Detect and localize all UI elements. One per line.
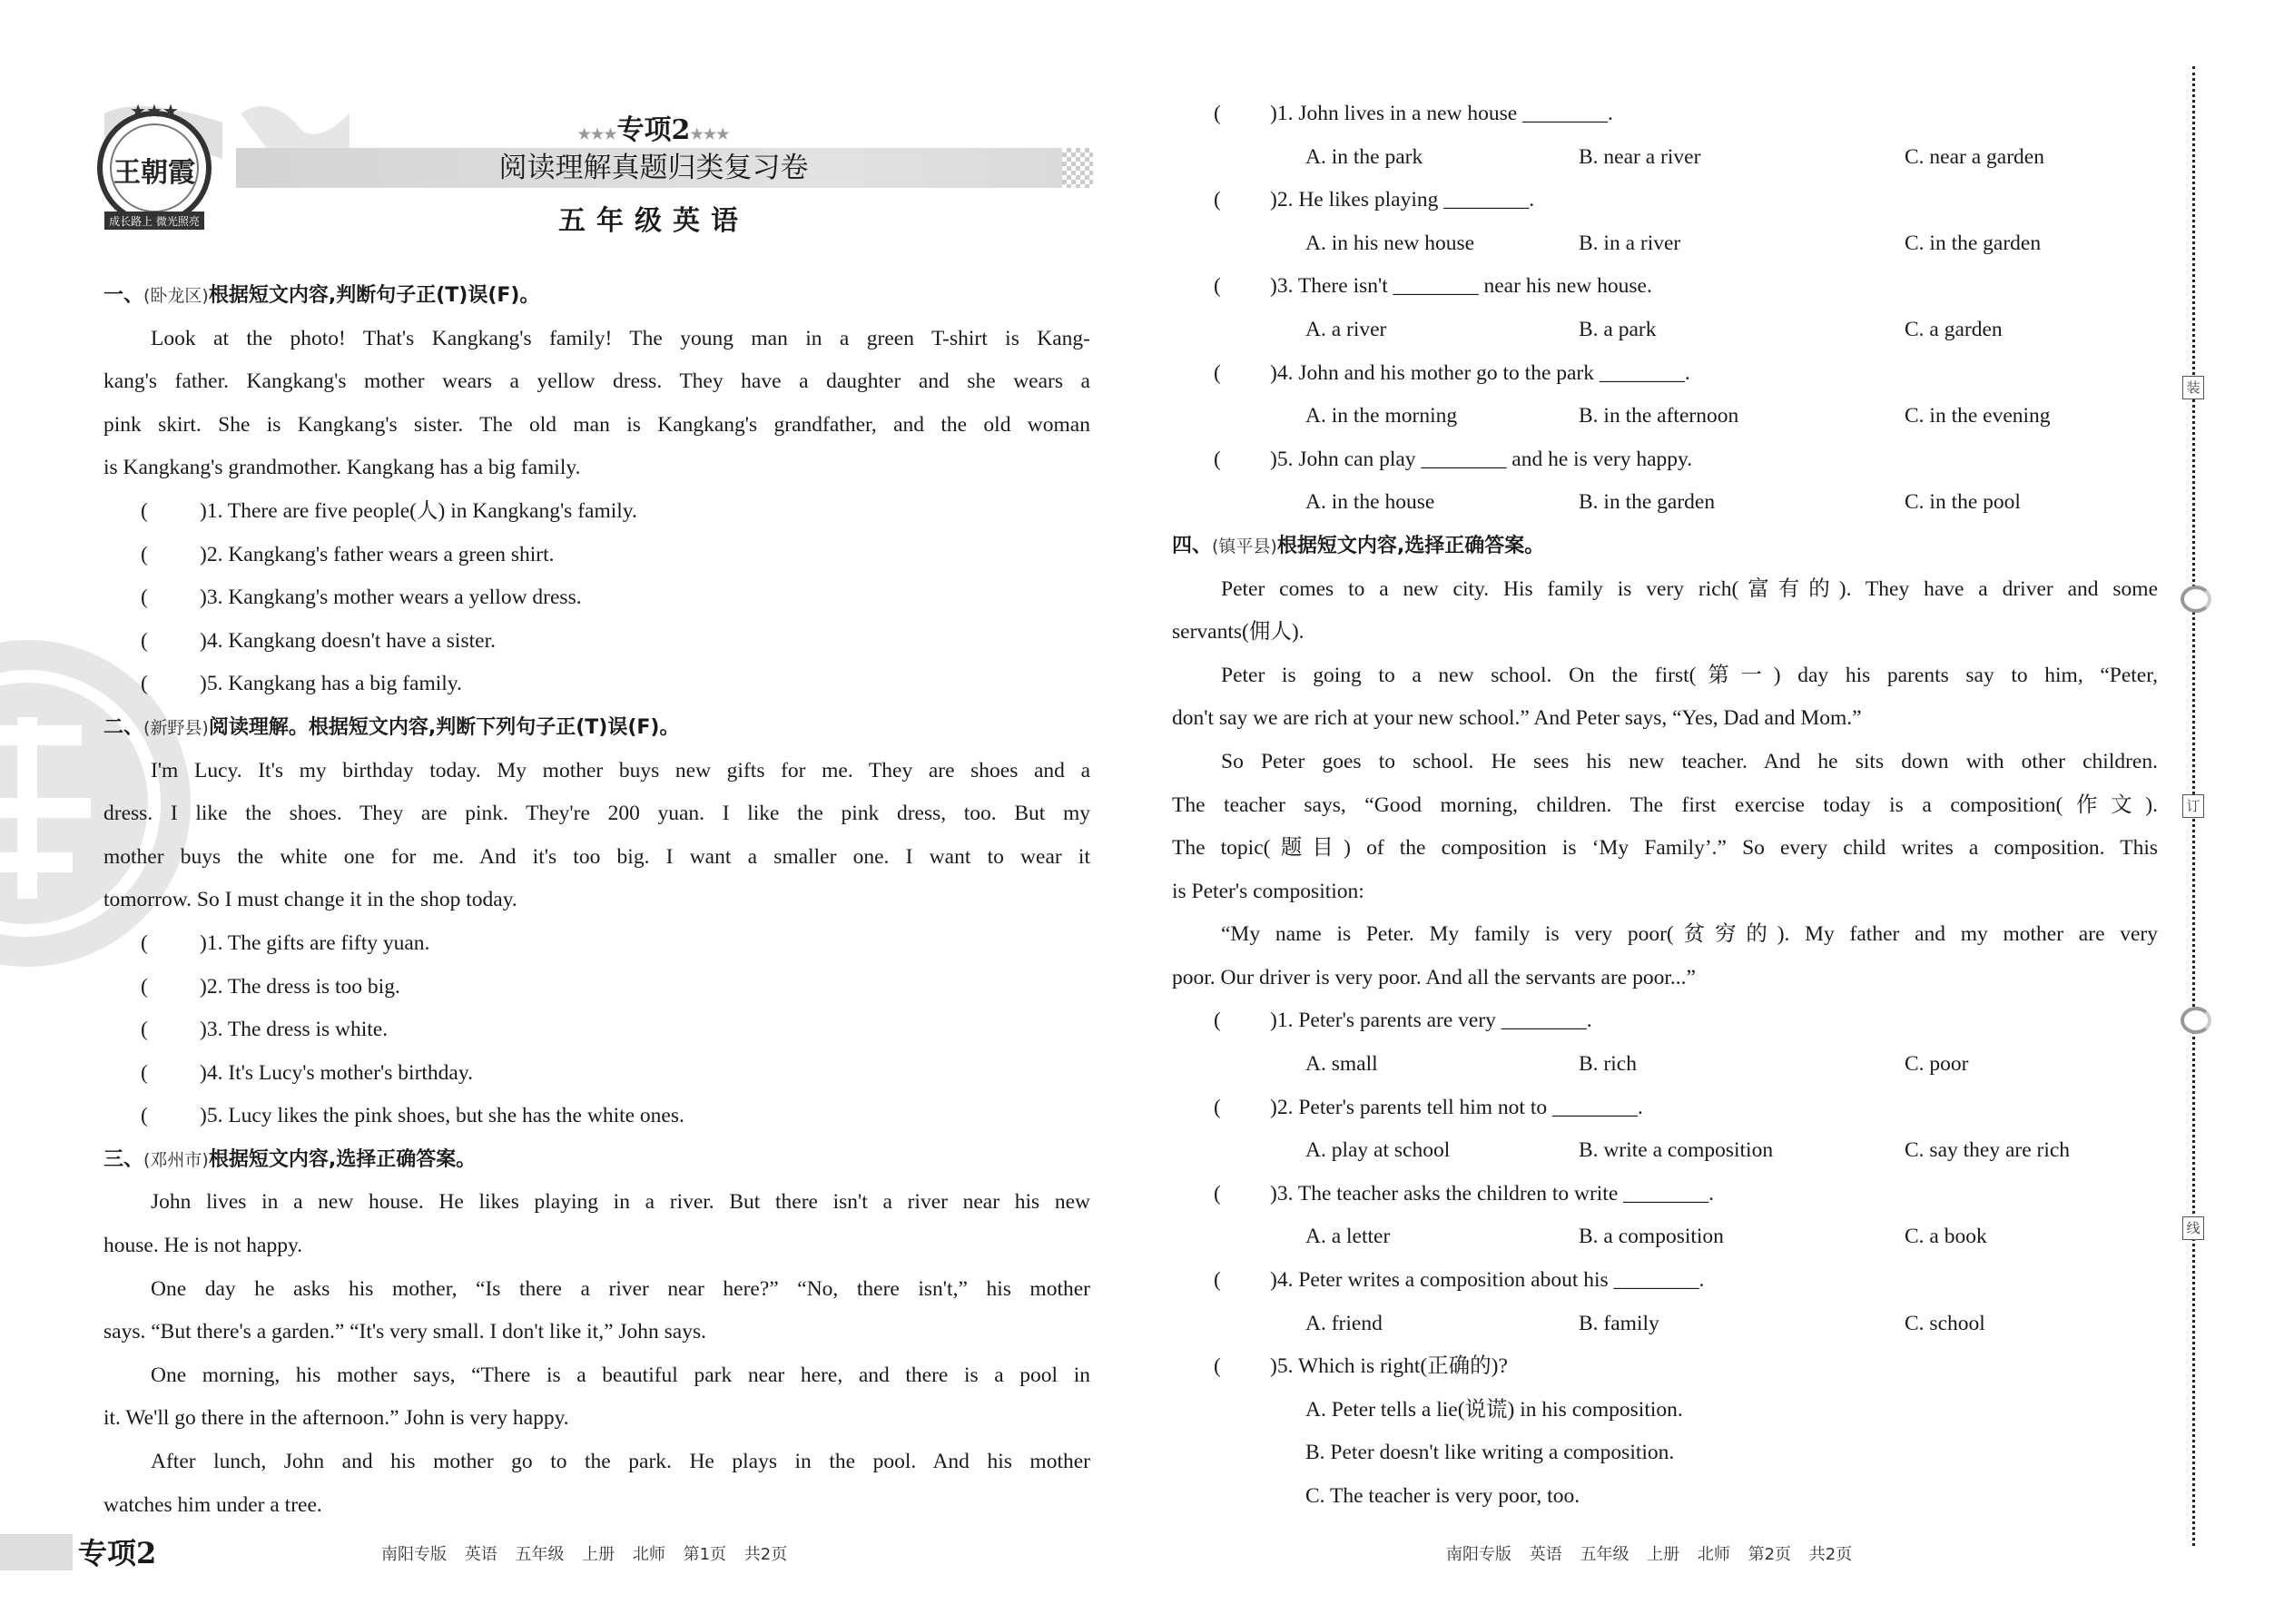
page-subtitle: 五年级英语: [558, 205, 749, 237]
question-text: )2. He likes playing ________.: [1270, 188, 1535, 212]
option-b[interactable]: B. in a river: [1579, 231, 1681, 255]
question-text: )1. The gifts are fifty yuan.: [200, 930, 430, 955]
answer-blank[interactable]: (: [141, 1104, 148, 1128]
passage-line: tomorrow. So I must change it in the shop today.: [103, 888, 517, 912]
question: [103, 534, 1090, 577]
option-a[interactable]: A. in the morning: [1305, 404, 1458, 428]
footer-tag-box: [0, 1534, 73, 1570]
option-a[interactable]: A. friend: [1305, 1311, 1383, 1335]
option-b[interactable]: B. family: [1579, 1311, 1659, 1335]
answer-blank[interactable]: (: [1214, 102, 1221, 125]
question-text: )5. Which is right(正确的)?: [1270, 1354, 1508, 1379]
passage-line: watches him under a tree.: [103, 1492, 322, 1517]
option-b[interactable]: B. Peter doesn't like writing a composition.: [1305, 1441, 1675, 1465]
answer-blank[interactable]: (: [1214, 360, 1221, 385]
passage-line: is Peter's composition:: [1172, 879, 1364, 903]
question-text: )1. John lives in a new house ________.: [1270, 102, 1613, 125]
answer-blank[interactable]: (: [141, 1060, 148, 1085]
answer-blank[interactable]: (: [1214, 1268, 1221, 1293]
answer-blank[interactable]: (: [141, 628, 148, 653]
option-b[interactable]: B. in the garden: [1579, 490, 1716, 515]
option-b[interactable]: B. near a river: [1579, 144, 1701, 169]
section-heading: [103, 706, 1090, 750]
option-b[interactable]: B. write a composition: [1579, 1138, 1774, 1163]
passage-line: dress. I like the shoes. They are pink. They're 200 yuan. I like the pink dress, too. But my: [103, 802, 1090, 826]
question-text: )5. Lucy likes the pink shoes, but she has the white ones.: [200, 1104, 684, 1128]
option-c[interactable]: C. school: [1905, 1311, 1985, 1335]
page-title: 阅读理解真题归类复习卷: [498, 152, 809, 184]
question: [1172, 179, 2158, 222]
question-text: )5. John can play ________ and he is very happy.: [1270, 447, 1693, 471]
question: [1172, 438, 2158, 482]
question-text: )4. Peter writes a composition about his ________.: [1270, 1268, 1705, 1293]
section-heading: [103, 274, 1090, 318]
options-row: [1172, 1129, 2158, 1173]
option-c[interactable]: C. poor: [1905, 1052, 1969, 1077]
answer-blank[interactable]: (: [141, 1018, 148, 1042]
question: [1172, 999, 2158, 1043]
option-a[interactable]: A. a letter: [1305, 1225, 1391, 1249]
footer-right: 南阳专版 英语 五年级 上册 北师 第2页 共2页: [1446, 1545, 1853, 1564]
options-row: [1172, 1389, 2158, 1432]
question-text: )4. John and his mother go to the park ________.: [1270, 360, 1690, 385]
option-c[interactable]: C. a garden: [1905, 317, 2003, 341]
footer-left: 南阳专版 英语 五年级 上册 北师 第1页 共2页: [381, 1545, 788, 1564]
passage-line: I'm Lucy. It's my birthday today. My mother buys new gifts for me. They are shoes and a: [151, 758, 1090, 782]
options-row: [1172, 395, 2158, 438]
section-instruction: 根据短文内容,选择正确答案。: [208, 1147, 477, 1171]
binding-mark-zhuang: 装: [2182, 376, 2204, 399]
question: [103, 620, 1090, 664]
section-heading: [1172, 525, 2158, 568]
passage-line: it. We'll go there in the afternoon.” John is very happy.: [103, 1406, 569, 1431]
logo-text: 王朝霞: [113, 157, 195, 189]
right-column: [1172, 93, 2158, 1519]
answer-blank[interactable]: (: [1214, 1181, 1221, 1206]
answer-blank[interactable]: (: [141, 672, 148, 696]
passage-line: Peter comes to a new city. His family is very rich(富有的). They have a driver and some: [1221, 576, 2158, 601]
question: [103, 966, 1090, 1009]
option-a[interactable]: A. small: [1305, 1052, 1378, 1077]
section-instruction: 根据短文内容,判断句子正(T)误(F)。: [208, 284, 540, 307]
binding-mark-ding: 订: [2182, 794, 2204, 818]
question: [1172, 1345, 2158, 1389]
svg-text:★★★: ★★★: [130, 102, 179, 122]
question: [103, 576, 1090, 620]
answer-blank[interactable]: (: [1214, 1009, 1221, 1033]
question-text: )1. There are five people(人) in Kangkang's family.: [200, 498, 637, 523]
passage-line: mother buys the white one for me. And it's too big. I want a smaller one. I want to wear it: [103, 844, 1090, 869]
question: [103, 490, 1090, 534]
section-number: 二、: [103, 715, 144, 739]
swirl-icon: [2181, 586, 2211, 613]
answer-blank[interactable]: (: [141, 930, 148, 955]
option-c[interactable]: C. The teacher is very poor, too.: [1305, 1484, 1580, 1508]
question-text: )2. The dress is too big.: [200, 974, 400, 999]
question-text: )1. Peter's parents are very ________.: [1270, 1009, 1592, 1033]
question: [103, 922, 1090, 966]
footer-tag: 专项2: [78, 1536, 157, 1570]
option-c[interactable]: C. say they are rich: [1905, 1138, 2071, 1163]
binding-mark-xian: 线: [2182, 1216, 2204, 1240]
option-a[interactable]: A. in his new house: [1305, 231, 1475, 255]
option-b[interactable]: B. in the afternoon: [1579, 404, 1739, 428]
passage-line: One day he asks his mother, “Is there a river near here?” “No, there isn't,” his mother: [151, 1276, 1090, 1301]
passage-line: The topic(题目) of the composition is ‘My Family’.” So every child writes a composition. This: [1172, 836, 2158, 861]
question-text: )4. It's Lucy's mother's birthday.: [200, 1060, 473, 1085]
option-c[interactable]: C. in the evening: [1905, 404, 2051, 428]
option-a[interactable]: A. a river: [1305, 317, 1387, 341]
question: [1172, 1087, 2158, 1130]
question: [1172, 93, 2158, 136]
option-a[interactable]: A. in the park: [1305, 144, 1423, 169]
answer-blank[interactable]: (: [1214, 188, 1221, 212]
option-c[interactable]: C. a book: [1905, 1225, 1987, 1249]
question-text: )2. Kangkang's father wears a green shirt.: [200, 542, 555, 566]
section-number: 四、: [1172, 534, 1213, 557]
question: [103, 1052, 1090, 1096]
passage-line: The teacher says, “Good morning, children. The first exercise today is a composition(作文).: [1172, 792, 2158, 817]
passage-line: After lunch, John and his mother go to the park. He plays in the pool. And his mother: [151, 1450, 1090, 1474]
logo-motto: 成长路上 微光照亮: [109, 215, 200, 228]
section-instruction: 阅读理解。根据短文内容,判断下列句子正(T)误(F)。: [208, 715, 680, 739]
question: [103, 1009, 1090, 1052]
answer-blank[interactable]: (: [1214, 274, 1221, 299]
answer-blank[interactable]: (: [141, 586, 148, 610]
answer-blank[interactable]: (: [1214, 1354, 1221, 1379]
option-a[interactable]: A. Peter tells a lie(说谎) in his composition.: [1305, 1397, 1683, 1422]
question-text: )4. Kangkang doesn't have a sister.: [200, 628, 496, 653]
passage-line: “My name is Peter. My family is very poor(贫穷的). My father and my mother are very: [1221, 922, 2158, 947]
swirl-icon: [2181, 1007, 2211, 1034]
options-row: [1172, 1043, 2158, 1087]
passage-line: Peter is going to a new school. On the first(第一) day his parents say to him, “Peter,: [1221, 663, 2158, 687]
section-number: 一、: [103, 284, 144, 307]
passage-line: One morning, his mother says, “There is a beautiful park near here, and there is a pool in: [151, 1363, 1090, 1387]
option-b[interactable]: B. a park: [1579, 317, 1657, 341]
options-row: [1172, 136, 2158, 180]
option-a[interactable]: A. in the house: [1305, 490, 1435, 515]
series-text: 专项2: [616, 114, 691, 146]
question: [1172, 1259, 2158, 1303]
options-row: [1172, 309, 2158, 352]
option-c[interactable]: C. in the pool: [1905, 490, 2021, 515]
option-b[interactable]: B. a composition: [1579, 1225, 1724, 1249]
answer-blank[interactable]: (: [141, 974, 148, 999]
passage-line: servants(佣人).: [1172, 620, 1305, 645]
options-row: [1172, 481, 2158, 525]
answer-blank[interactable]: (: [1214, 1095, 1221, 1119]
left-column: [103, 274, 1090, 1527]
question-text: )3. The teacher asks the children to write ________.: [1270, 1181, 1715, 1206]
section-district: (新野县): [143, 717, 209, 738]
options-row: [1172, 1303, 2158, 1346]
options-row: [1172, 1432, 2158, 1475]
question-text: )3. The dress is white.: [200, 1018, 389, 1042]
options-row: [1172, 222, 2158, 266]
answer-blank[interactable]: (: [141, 498, 148, 523]
stars-right: ★★★: [690, 125, 730, 143]
passage-line: pink skirt. She is Kangkang's sister. The old man is Kangkang's grandfather, and the old woman: [103, 412, 1090, 437]
answer-blank[interactable]: (: [141, 542, 148, 566]
section-number: 三、: [103, 1147, 144, 1171]
question: [1172, 265, 2158, 309]
options-row: [1172, 1216, 2158, 1259]
section-heading: [103, 1138, 1090, 1182]
options-row: [1172, 1475, 2158, 1519]
passage-line: says. “But there's a garden.” “It's very small. I don't like it,” John says.: [103, 1320, 707, 1344]
question-text: )3. Kangkang's mother wears a yellow dress.: [200, 586, 582, 610]
passage-line: poor. Our driver is very poor. And all the servants are poor...”: [1172, 965, 1696, 989]
stars-left: ★★★: [577, 125, 617, 143]
question: [103, 663, 1090, 706]
question-text: )3. There isn't ________ near his new house.: [1270, 274, 1652, 299]
section-instruction: 根据短文内容,选择正确答案。: [1276, 534, 1545, 557]
passage-line: is Kangkang's grandmother. Kangkang has a big family.: [103, 456, 581, 480]
passage-line: Look at the photo! That's Kangkang's family! The young man in a green T-shirt is Kang-: [151, 326, 1090, 350]
option-c[interactable]: C. near a garden: [1905, 144, 2044, 169]
section-district: (镇平县): [1212, 536, 1277, 556]
section-district: (卧龙区): [143, 286, 209, 306]
passage-line: kang's father. Kangkang's mother wears a yellow dress. They have a daughter and she wears a: [103, 369, 1090, 394]
section-district: (邓州市): [143, 1149, 209, 1170]
question-text: )5. Kangkang has a big family.: [200, 672, 462, 696]
option-b[interactable]: B. rich: [1579, 1052, 1637, 1077]
answer-blank[interactable]: (: [1214, 447, 1221, 471]
question: [1172, 1173, 2158, 1216]
passage-line: So Peter goes to school. He sees his new teacher. And he sits down with other children.: [1221, 749, 2158, 773]
option-c[interactable]: C. in the garden: [1905, 231, 2042, 255]
passage-line: house. He is not happy.: [103, 1234, 303, 1258]
option-a[interactable]: A. play at school: [1305, 1138, 1451, 1163]
question: [1172, 352, 2158, 396]
passage-line: don't say we are rich at your new school.” And Peter says, “Yes, Dad and Mom.”: [1172, 706, 1862, 731]
series-label: [563, 107, 744, 147]
passage-line: John lives in a new house. He likes playing in a river. But there isn't a river near his new: [151, 1190, 1090, 1215]
question-text: )2. Peter's parents tell him not to ________.: [1270, 1095, 1643, 1119]
question: [103, 1095, 1090, 1138]
